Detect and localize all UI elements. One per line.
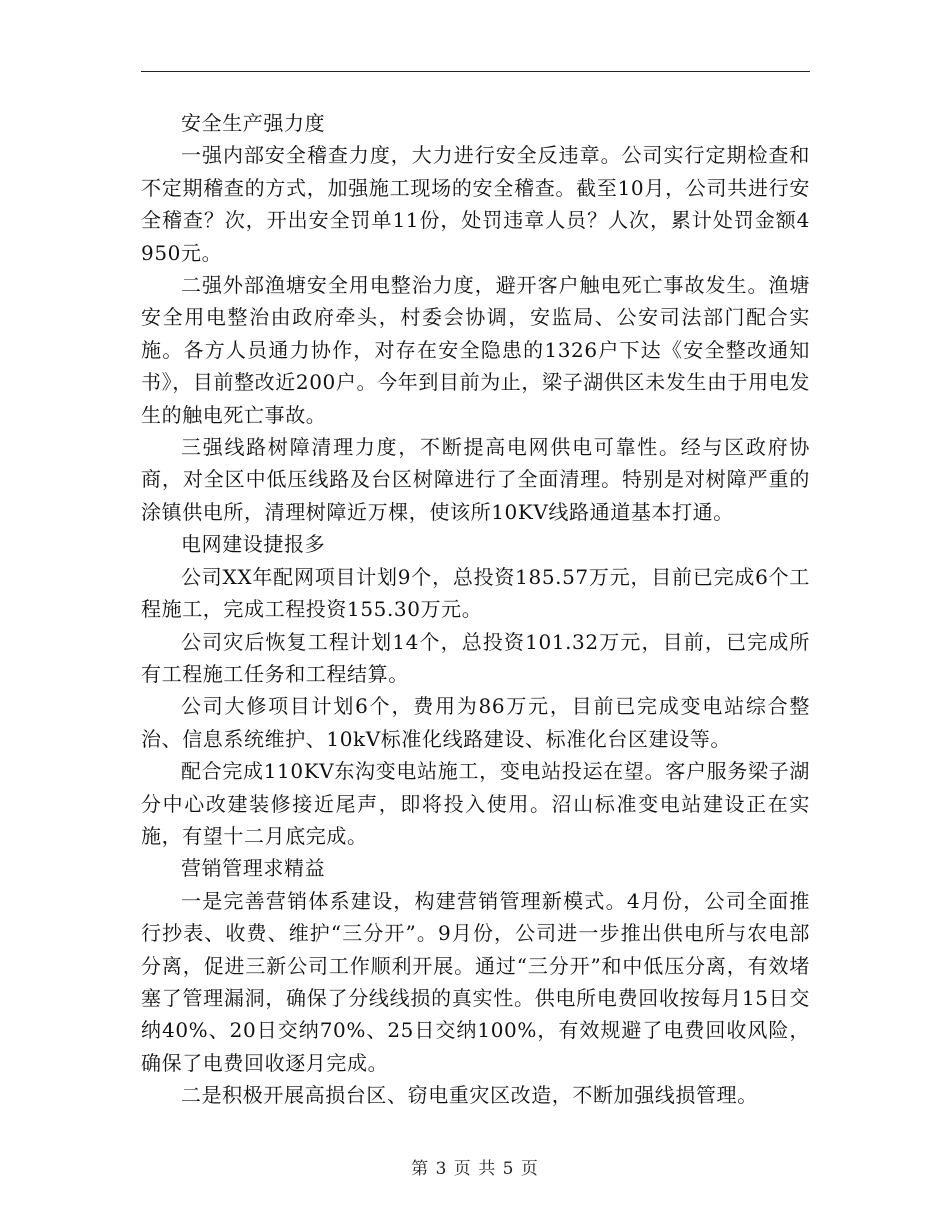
- paragraph: 二强外部渔塘安全用电整治力度，避开客户触电死亡事故发生。渔塘安全用电整治由政府牵头，村委会协调，安监局、公安司法部门配合实施。各方人员通力协作，对存在安全隐患的1326户下达《安全整改通知书》，目前整改近200户。今年到目前为止，梁子湖供区未发生由于用电发生的触电死亡事故。: [141, 273, 810, 427]
- paragraph: 公司XX年配网项目计划9个，总投资185.57万元，目前已完成6个工程施工，完成工程投资155.30万元。: [141, 564, 810, 622]
- paragraph: 公司灾后恢复工程计划14个，总投资101.32万元，目前，已完成所有工程施工任务和工程结算。: [141, 629, 810, 686]
- paragraph: 三强线路树障清理力度，不断提高电网供电可靠性。经与区政府协商，对全区中低压线路及台区树障进行了全面清理。特别是对树障严重的涂镇供电所，清理树障近万棵，使该所10KV线路通道基本打通。: [141, 435, 810, 524]
- paragraph: 公司大修项目计划6个，费用为86万元，目前已完成变电站综合整治、信息系统维护、10kV标准化线路建设、标准化台区建设等。: [141, 694, 810, 751]
- section-heading-marketing: 营销管理求精益: [181, 856, 326, 881]
- paragraph: 一强内部安全稽查力度，大力进行安全反违章。公司实行定期检查和不定期稽查的方式，加强施工现场的安全稽查。截至10月，公司共进行安全稽查？次，开出安全罚单11份，处罚违章人员？人次，累计处罚金额4950元。: [141, 143, 810, 265]
- paragraph: 一是完善营销体系建设，构建营销管理新模式。4月份，公司全面推行抄表、收费、维护“三分开”。9月份，公司进一步推出供电所与农电部分离，促进三新公司工作顺利开展。通过“三分开”和中低压分离，有效堵塞了管理漏洞，确保了分线线损的真实性。供电所电费回收按每月15日交纳40%、20日交纳70%、25日交纳100%，有效规避了电费回收风险，确保了电费回收逐月完成。: [141, 888, 810, 1075]
- section-heading-safety: 安全生产强力度: [181, 111, 326, 135]
- header-divider: [141, 71, 810, 72]
- document-body: [141, 107, 810, 1112]
- page-number: 第 3 页 共 5 页: [411, 1159, 539, 1179]
- section-heading-grid-construction: 电网建设捷报多: [181, 532, 326, 557]
- paragraph: 二是积极开展高损台区、窃电重灾区改造，不断加强线损管理。: [181, 1083, 758, 1108]
- paragraph: 配合完成110KV东沟变电站施工，变电站投运在望。客户服务梁子湖分中心改建装修接近尾声，即将投入使用。沼山标准变电站建设正在实施，有望十二月底完成。: [141, 759, 810, 848]
